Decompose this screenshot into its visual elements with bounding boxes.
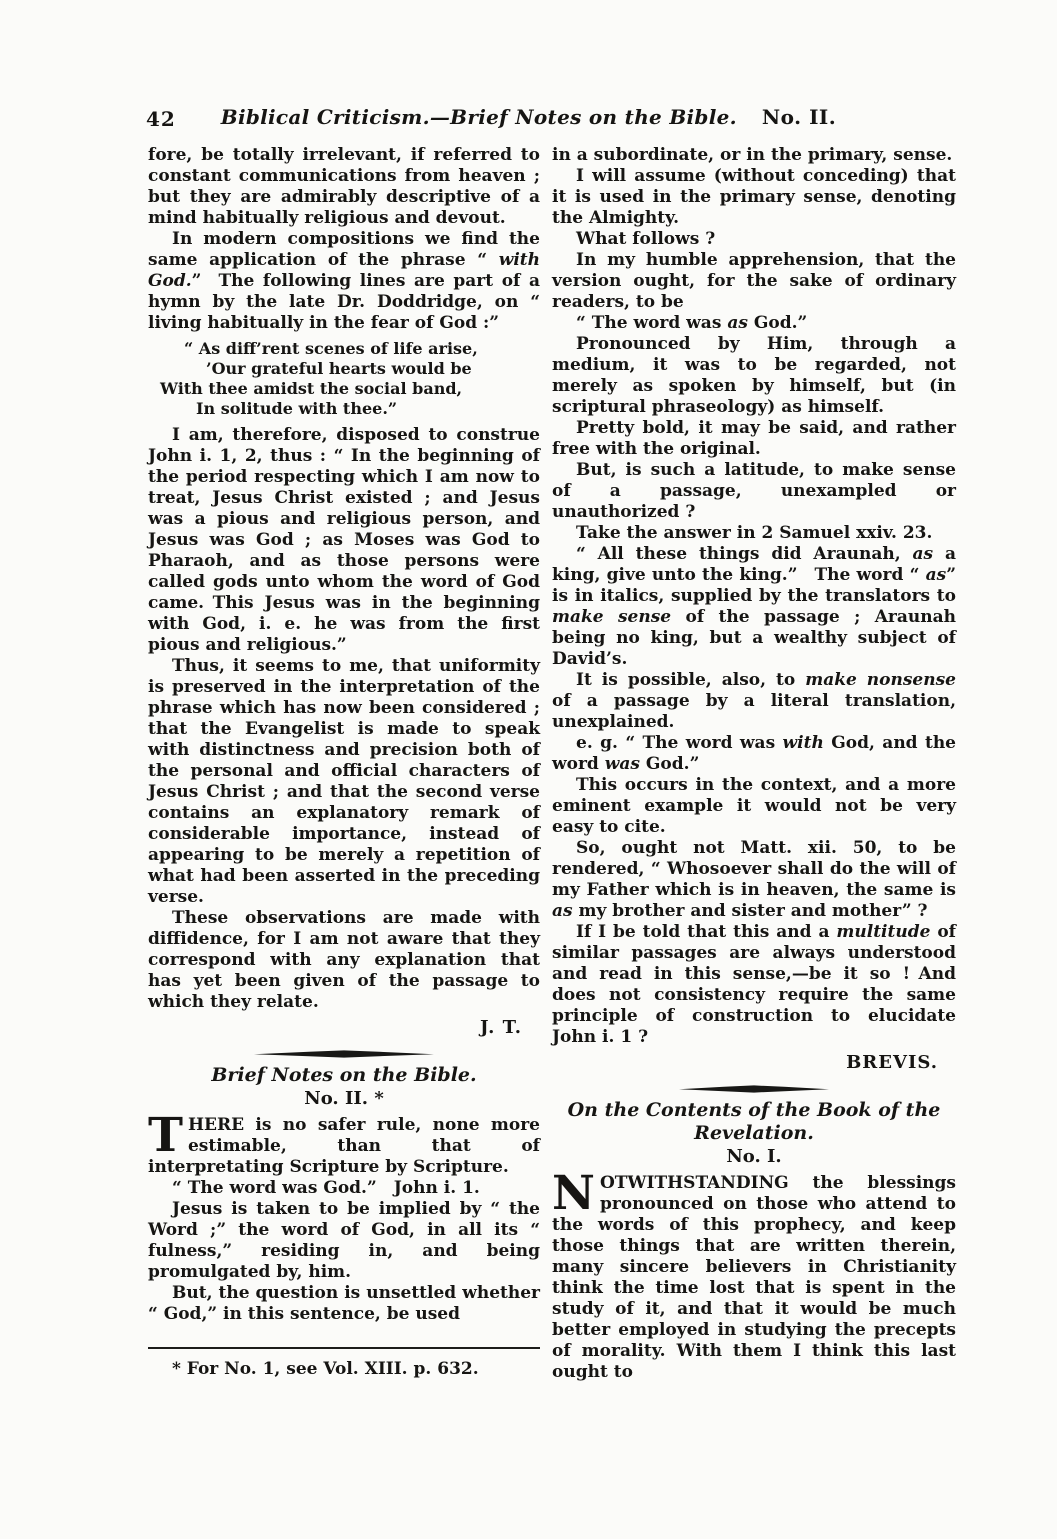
paragraph: Thus, it seems to me, that uniformity is preserved in the interpretation of the phrase which has now been considered ; that the Evangelist is made to speak with distinctness and precision both of the personal and official characters of Jesus Christ ; and that the second verse contains an explanatory remark of considerable importance, instead of appearing to be merely a repetition of what had been asserted in the preceding verse. xyxy=(148,656,540,907)
paragraph: “ The word was as God.” xyxy=(576,313,808,333)
paragraph: But, is such a latitude, to make sense of a passage, unexampled or unauthorized ? xyxy=(552,460,956,522)
paragraph: in a subordinate, or in the primary, sense. xyxy=(552,145,953,165)
running-title: Biblical Criticism.—Brief Notes on the Bible. xyxy=(220,105,737,129)
drop-cap: T xyxy=(148,1108,183,1163)
swelled-rule-divider xyxy=(552,1085,956,1093)
swelled-rule-icon xyxy=(254,1050,434,1058)
paragraph: In modern compositions we find the same application of the phrase “ with God.” The following lines are part of a hymn by the late Dr. Doddridge, on “ living habitually in the fear of God :” xyxy=(148,229,540,333)
paragraph: Take the answer in 2 Samuel xxiv. 23. xyxy=(576,523,933,543)
paragraph: Pronounced by Him, through a medium, it was to be regarded, not merely as spoken by himself, but (in scriptural phraseology) as himself. xyxy=(552,334,956,417)
section-number: No. II. * xyxy=(304,1088,384,1109)
text-columns xyxy=(148,145,956,1383)
verse-line: With thee amidst the social band, xyxy=(160,379,463,398)
drop-cap: N xyxy=(552,1166,595,1221)
swelled-rule-divider xyxy=(148,1050,540,1058)
author-signature: BREVIS. xyxy=(846,1052,938,1073)
running-head xyxy=(0,103,1057,137)
section-title: On the Contents of the Book of the Revelation. xyxy=(567,1099,941,1144)
paragraph: But, the question is unsettled whether “ God,” in this sentence, be used xyxy=(148,1283,540,1324)
paragraph: So, ought not Matt. xii. 50, to be rendered, “ Whosoever shall do the will of my Father which is in heaven, the same is as my brother and sister and mother” ? xyxy=(552,838,956,921)
footnote-text: * For No. 1, see Vol. XIII. p. 632. xyxy=(172,1359,479,1379)
paragraph-text: OTWITHSTANDING the blessings pronounced on those who attend to the words of this prophecy, and keep those things that are written therein, many sincere believers in Christianity think the time lost that is spent in the study of it, and that it would be much better employed in studying the precepts of morality. With them I think this last ought to xyxy=(552,1173,956,1382)
page-number: 42 xyxy=(146,107,176,131)
section-number: No. I. xyxy=(726,1146,782,1167)
paragraph: In my humble apprehension, that the version ought, for the sake of ordinary readers, to be xyxy=(552,250,956,312)
paragraph: It is possible, also, to make nonsense of a passage by a literal translation, unexplained. xyxy=(552,670,956,732)
verse-quote xyxy=(148,339,540,419)
issue-number: No. II. xyxy=(761,105,837,129)
paragraph: I am, therefore, disposed to construe John i. 1, 2, thus : “ In the beginning of the period respecting which I am now to treat, Jesus Christ existed ; and Jesus was a pious and religious person, and Jesus was God ; as Moses was God to Pharaoh, and as those persons were called gods unto whom the word of God came. This Jesus was in the beginning with God, i. e. he was from the first pious and religious.” xyxy=(148,425,540,655)
paragraph xyxy=(148,1108,540,1178)
paragraph-text: HERE is no safer rule, none more estimable, than that of interpretating Scripture by Scripture. xyxy=(148,1115,540,1177)
paragraph: Jesus is taken to be implied by “ the Word ;” the word of God, in all its “ fulness,” residing in, and being promulgated by, him. xyxy=(148,1199,540,1282)
paragraph: fore, be totally irrelevant, if referred to constant communications from heaven ; but they are admirably descriptive of a mind habitually religious and devout. xyxy=(148,145,540,228)
swelled-rule-icon xyxy=(679,1085,829,1093)
paragraph: I will assume (without conceding) that it is used in the primary sense, denoting the Almighty. xyxy=(552,166,956,228)
paragraph: e. g. “ The word was with God, and the word was God.” xyxy=(552,733,956,774)
footnote-divider-rule xyxy=(148,1347,540,1349)
section-title: Brief Notes on the Bible. xyxy=(211,1064,477,1086)
paragraph: If I be told that this and a multitude of similar passages are always understood and read in this sense,—be it so ! And does not consistency require the same principle of construction to elucidate John i. 1 ? xyxy=(552,922,956,1047)
paragraph: “ All these things did Araunah, as a king, give unto the king.” The word “ as” is in italics, supplied by the translators to make sense of the passage ; Araunah being no king, but a wealthy subject of David’s. xyxy=(552,544,956,669)
verse-line: In solitude with thee.” xyxy=(196,399,398,418)
verse-line: ’Our grateful hearts would be xyxy=(206,359,472,378)
paragraph xyxy=(552,1166,956,1383)
author-signature: J. T. xyxy=(480,1017,522,1038)
paragraph: This occurs in the context, and a more eminent example it would not be very easy to cite. xyxy=(552,775,956,837)
paragraph: Pretty bold, it may be said, and rather free with the original. xyxy=(552,418,956,459)
column-right xyxy=(552,145,956,1383)
paragraph: “ The word was God.” John i. 1. xyxy=(172,1178,480,1198)
paragraph: What follows ? xyxy=(576,229,716,249)
paragraph: These observations are made with diffidence, for I am not aware that they correspond with any explanation that has yet been given of the passage to which they relate. xyxy=(148,908,540,1012)
verse-line: “ As diff’rent scenes of life arise, xyxy=(184,339,478,358)
column-left xyxy=(148,145,540,1383)
